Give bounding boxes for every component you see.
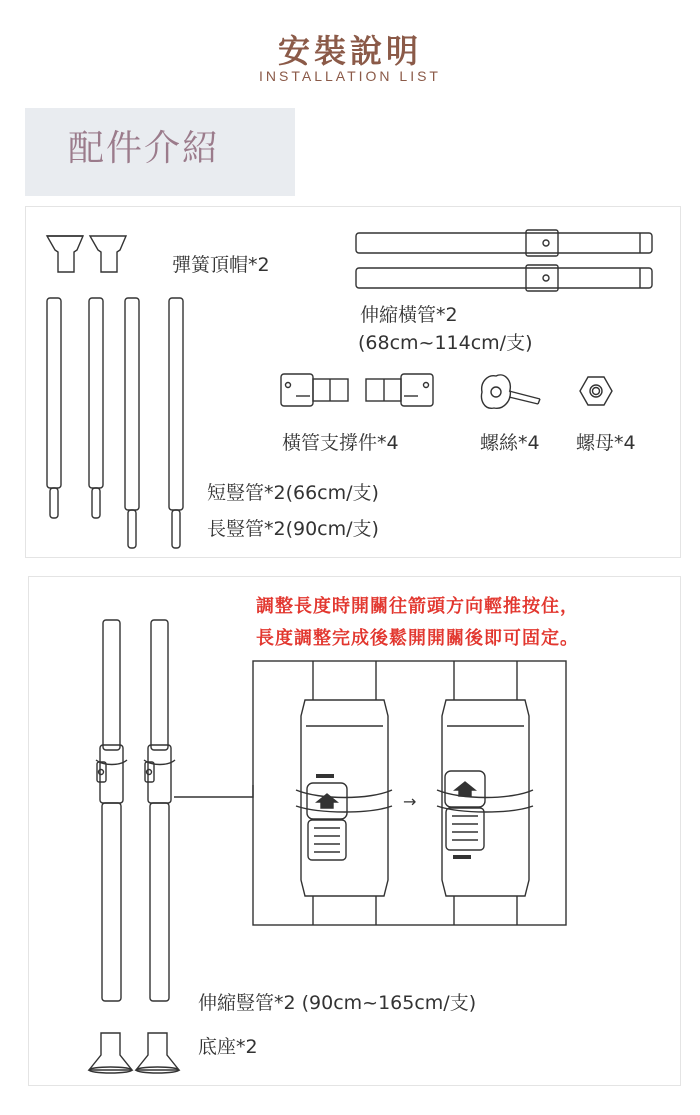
- callout-line: [174, 785, 253, 797]
- long-vertical-pole-icon: [125, 298, 139, 548]
- base-label: 底座*2: [198, 1036, 258, 1058]
- spring-cap-icon: [47, 236, 83, 272]
- telescopic-horizontal-label: 伸縮橫管*2: [360, 304, 458, 326]
- adjust-note-line2: 長度調整完成後鬆開開關後即可固定。: [256, 628, 579, 649]
- nut-icon: [580, 377, 612, 405]
- long-vertical-label: 長豎管*2(90cm/支): [207, 518, 379, 540]
- switch-detail-before: [296, 661, 392, 925]
- screw-icon: [482, 375, 541, 408]
- page-title: 安裝說明: [277, 32, 422, 70]
- spring-cap-icon: [90, 236, 126, 272]
- short-vertical-label: 短豎管*2(66cm/支): [207, 482, 379, 504]
- short-vertical-pole-icon: [89, 298, 103, 518]
- direction-arrow: →: [403, 792, 417, 811]
- adjust-note-line1: 調整長度時開關往箭頭方向輕推按住，: [256, 596, 579, 617]
- telescopic-vertical-pole-icon: [96, 620, 127, 1001]
- base-icon: [136, 1033, 179, 1073]
- short-vertical-pole-icon: [47, 298, 61, 518]
- section-title: 配件介紹: [68, 128, 221, 169]
- long-vertical-pole-icon: [169, 298, 183, 548]
- horizontal-bracket-icon: [281, 374, 348, 406]
- horizontal-bracket-label: 橫管支撐件*4: [282, 432, 399, 454]
- spring-cap-label: 彈簧頂帽*2: [172, 254, 270, 276]
- switch-detail-after: [437, 661, 533, 925]
- base-icon: [89, 1033, 132, 1073]
- telescopic-vertical-pole-icon: [144, 620, 175, 1001]
- telescopic-horizontal-spec: (68cm~114cm/支): [358, 332, 533, 354]
- screw-label: 螺絲*4: [480, 432, 540, 454]
- telescopic-vertical-label: 伸縮豎管*2 (90cm~165cm/支): [198, 992, 477, 1014]
- telescopic-horizontal-pipe-icon: [356, 230, 652, 256]
- nut-label: 螺母*4: [576, 432, 636, 454]
- horizontal-bracket-icon: [366, 374, 433, 406]
- telescopic-horizontal-pipe-icon: [356, 265, 652, 291]
- page-subtitle: INSTALLATION LIST: [259, 68, 441, 84]
